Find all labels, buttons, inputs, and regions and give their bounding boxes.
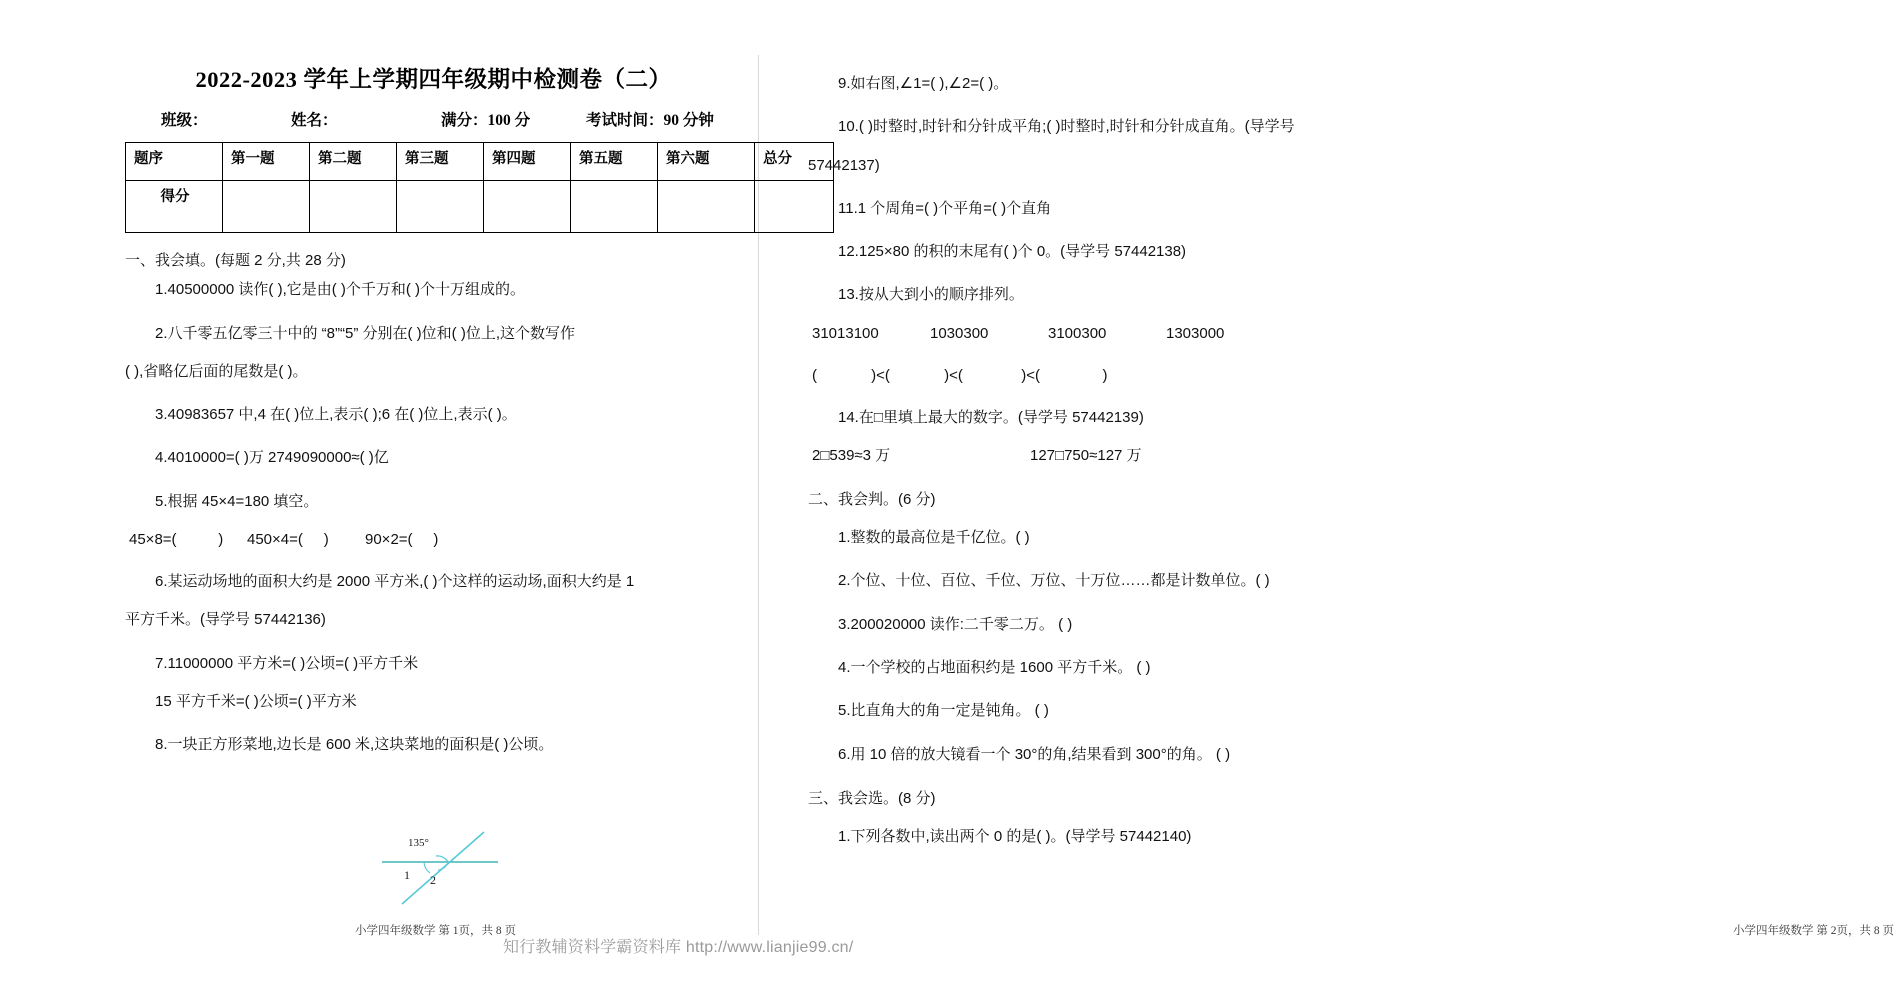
exam-time-label: 考试时间：90 分钟 [586, 112, 714, 129]
q5-product-1: 45×8=( ) [129, 531, 224, 549]
question-5: 5.根据 45×4=180 填空。 [155, 492, 319, 510]
page-title: 2022-2023 学年上学期四年级期中检测卷（二） [195, 67, 672, 92]
q14-blank-right: 127□750≈127 万 [1030, 447, 1142, 465]
score-table-header-6: 第六题 [658, 143, 755, 181]
question-10-line2: 57442137) [808, 156, 880, 174]
section-two-item-3: 3.200020000 读作:二千零二万。 ( ) [838, 615, 1073, 633]
angle-arc-2 [438, 862, 448, 870]
name-label: 姓名： [291, 112, 338, 129]
q13-number-1: 31013100 [812, 324, 879, 342]
page-right [758, 0, 1894, 982]
score-cell-4[interactable] [484, 181, 571, 233]
section-two-item-6: 6.用 10 倍的放大镜看一个 30°的角,结果看到 300°的角。 ( ) [838, 745, 1231, 763]
question-12: 12.125×80 的积的末尾有( )个 0。(导学号 57442138) [838, 243, 1187, 261]
score-cell-5[interactable] [571, 181, 658, 233]
question-8: 8.一块正方形菜地,边长是 600 米,这块菜地的面积是( )公顷。 [155, 736, 554, 754]
score-row-label: 得分 [126, 181, 223, 233]
question-6-line1: 6.某运动场地的面积大约是 2000 平方米,( )个这样的运动场,面积大约是 1 [155, 573, 635, 591]
section-two-item-4: 4.一个学校的占地面积约是 1600 平方千米。 ( ) [838, 658, 1151, 676]
page-left [0, 0, 792, 982]
question-5-products [125, 528, 742, 552]
question-7-line1: 7.11000000 平方米=( )公顷=( )平方千米 [155, 654, 419, 672]
table-row-headers [126, 143, 834, 181]
q13-number-4: 1303000 [1166, 324, 1225, 342]
angle-label-135: 135° [408, 837, 429, 849]
question-1: 1.40500000 读作( ),它是由( )个千万和( )个十万组成的。 [155, 281, 526, 299]
angle-label-2: 2 [430, 873, 436, 887]
question-14-blanks [808, 444, 1408, 468]
watermark: 知行教辅资料学霸资料库 http://www.lianjie99.cn/ [503, 939, 854, 956]
section-three-item-1: 1.下列各数中,读出两个 0 的是( )。(导学号 57442140) [838, 827, 1192, 845]
score-table [125, 142, 834, 233]
angle-arc-135 [436, 856, 448, 862]
q5-product-2: 450×4=( ) [247, 531, 329, 549]
table-row-scores [126, 181, 834, 233]
section-one-heading: 一、我会填。(每题 2 分,共 28 分) [125, 252, 346, 269]
question-14: 14.在□里填上最大的数字。(导学号 57442139) [838, 408, 1144, 426]
q13-number-3: 3100300 [1048, 324, 1107, 342]
q14-blank-left: 2□539≈3 万 [812, 447, 891, 465]
question-13-compare-blanks: ( )<( )<( )<( ) [812, 366, 1108, 384]
question-13: 13.按从大到小的顺序排列。 [838, 286, 1024, 304]
score-table-header-2: 第二题 [310, 143, 397, 181]
score-cell-2[interactable] [310, 181, 397, 233]
footer-right: 小学四年级数学 第 2页，共 8 页 [1733, 925, 1894, 937]
question-13-numbers [808, 322, 1408, 346]
question-4: 4.4010000=( )万 2749090000≈( )亿 [155, 449, 389, 467]
angle-label-1: 1 [404, 868, 410, 882]
footer-left: 小学四年级数学 第 1页，共 8 页 [355, 925, 516, 937]
right-column-content [808, 72, 1408, 868]
full-score-label: 满分：100 分 [441, 112, 531, 129]
score-table-header-1: 第一题 [223, 143, 310, 181]
score-table-header-4: 第四题 [484, 143, 571, 181]
section-two-item-5: 5.比直角大的角一定是钝角。 ( ) [838, 702, 1049, 720]
section-two-item-2: 2.个位、十位、百位、千位、万位、十万位……都是计数单位。( ) [838, 572, 1270, 590]
score-table-header-5: 第五题 [571, 143, 658, 181]
question-10-line1: 10.( )时整时,时针和分针成平角;( )时整时,时针和分针成直角。(导学号 [838, 118, 1295, 136]
left-column-content [125, 62, 792, 777]
section-three-heading: 三、我会选。(8 分) [808, 789, 936, 807]
question-2-line2: ( ),省略亿后面的尾数是( )。 [125, 362, 308, 380]
question-2-line1: 2.八千零五亿零三十中的 “8”“5” 分别在( )位和( )位上,这个数写作 [155, 324, 575, 342]
section-two-heading: 二、我会判。(6 分) [808, 491, 936, 509]
angle-arc-1 [424, 862, 430, 873]
score-cell-3[interactable] [397, 181, 484, 233]
class-label: 班级： [161, 112, 208, 129]
exam-info-line [125, 108, 742, 130]
angle-diagram-svg [380, 828, 505, 908]
question-7-line2: 15 平方千米=( )公顷=( )平方米 [155, 692, 357, 710]
q13-number-2: 1030300 [930, 324, 989, 342]
q5-product-3: 90×2=( ) [365, 531, 439, 549]
question-6-line2: 平方千米。(导学号 57442136) [125, 611, 326, 629]
question-3: 3.40983657 中,4 在( )位上,表示( );6 在( )位上,表示( )。 [155, 406, 517, 424]
score-cell-6[interactable] [658, 181, 755, 233]
score-table-header-0: 题序 [126, 143, 223, 181]
question-11: 11.1 个周角=( )个平角=( )个直角 [838, 199, 1052, 217]
angle-diagram [380, 828, 505, 908]
score-table-header-7: 总分 [755, 143, 834, 181]
score-cell-1[interactable] [223, 181, 310, 233]
score-table-header-3: 第三题 [397, 143, 484, 181]
question-9: 9.如右图,∠1=( ),∠2=( )。 [838, 75, 1009, 92]
section-two-item-1: 1.整数的最高位是千亿位。( ) [838, 529, 1030, 547]
